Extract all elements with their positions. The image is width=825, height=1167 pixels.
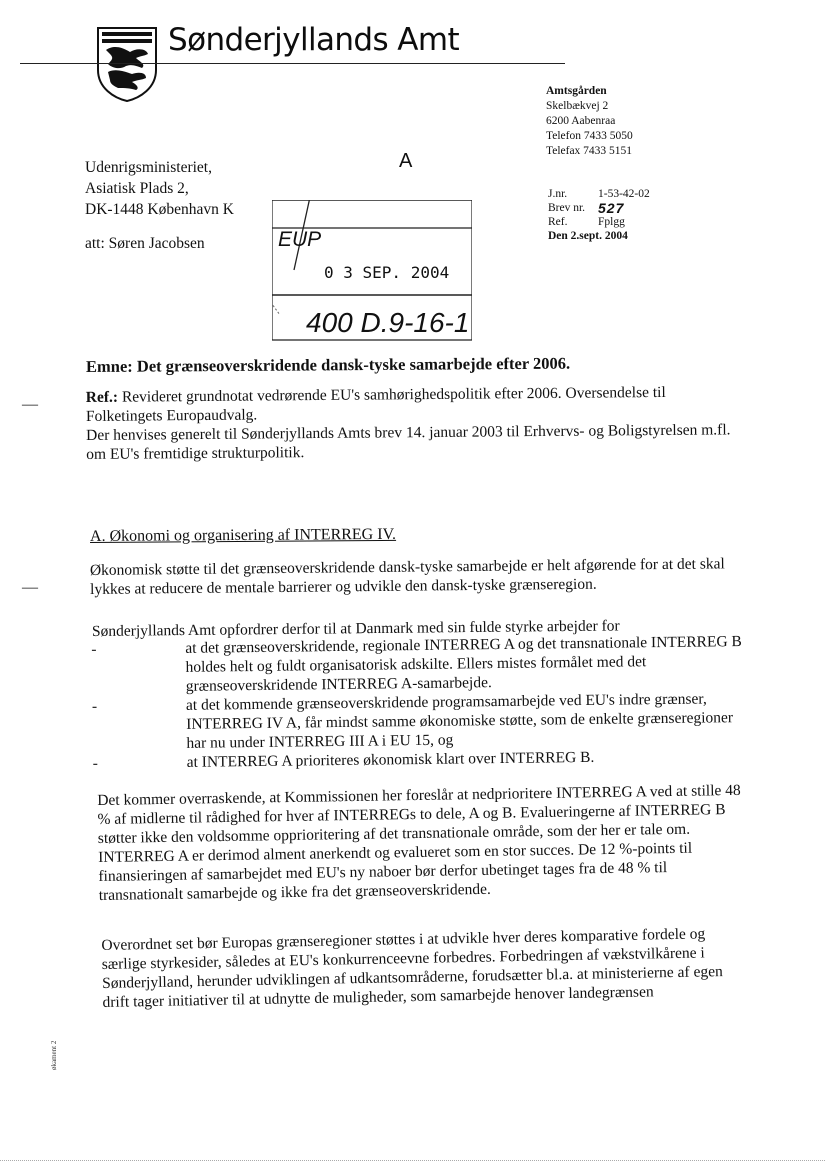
stamp-date: 0 3 SEP. 2004 [324,263,450,282]
sender-phone: Telefon 7433 5050 [546,130,633,142]
recipient-address [85,157,234,220]
jnr-value: 1-53-42-02 [598,188,650,200]
header-divider [20,63,565,64]
received-stamp [272,200,472,345]
sender-address [546,84,633,159]
ref-label: Ref.: [85,388,119,407]
recipient-line: Asiatisk Plads 2, [85,180,189,197]
paragraph: Overordnet set bør Europas grænseregioner støttes i at udvikle hver deres komparative fordele og særlige styrkesider, således at EU's konkurrenceevne forbedres. Forbedringen af vækstvilkårene i Sønderjylland, herunder udviklingen af udkantsområderne, forudsætter bl.a. at ministerierne af egen drift tager initiativer til at udnytte de muligheder, som samarbejde henover landegrænsen [101,925,723,1011]
side-annotation: økament 2 [50,1040,58,1070]
org-name: Sønderjyllands Amt [168,22,460,58]
stamp-letter: A [399,150,413,172]
brev-label: Brev nr. [548,202,586,214]
reference-block [548,187,650,243]
bullet-marker: - [92,754,98,772]
sender-fax: Telefax 7433 5151 [546,145,633,157]
stamp-case-number: 400 D.9-16-1 [306,307,470,338]
brev-value: 527 [598,200,625,216]
list-item-text: at det kommende grænseoverskridende programsamarbejde ved EU's indre grænser, INTERREG IV A, får mindst samme økonomiske støtte, som de enkelte grænseregioner har nu under INTERREG III A i EU 15, og [185,690,734,752]
paragraph: Økonomisk støtte til det grænseoverskridende dansk-tyske samarbejde er helt afgørende for at det skal lykkes at reducere de mentale barrierer og udvikle den dansk-tyske grænseregion. [89,555,725,598]
list-item [91,632,752,697]
sender-city: 6200 Aabenraa [546,115,616,127]
bullet-marker: - [91,697,98,715]
stamp-dept: EUP [278,228,322,251]
ref-value: Fplgg [598,216,625,228]
ref-label: Ref. [548,216,568,228]
sender-name: Amtsgården [546,85,607,97]
page-bottom-edge [0,1160,825,1161]
paragraph: Sønderjyllands Amt opfordrer derfor til at Danmark med sin fulde styrke arbejder for [91,617,620,640]
bullet-list [91,632,753,773]
list-item [92,689,753,754]
ref-text: Revideret grundnotat vedrørende EU's samhørighedspolitik efter 2006. Oversendelse til Folketingets Europaudvalg. [85,383,666,426]
margin-mark: — [22,579,38,596]
ref-text-2: Der henvises generelt til Sønderjyllands Amts brev 14. januar 2003 til Erhvervs- og Boligstyrelsen m.fl. om EU's fremtidige strukturpolitik. [86,421,731,463]
section-heading: A. Økonomi og organisering af INTERREG IV. [89,525,397,545]
list-item-text: at INTERREG A prioriteres økonomisk klart over INTERREG B. [186,748,595,771]
letter-date: Den 2.sept. 2004 [548,230,628,242]
crest-logo [96,26,158,102]
sender-street: Skelbækvej 2 [546,100,609,112]
jnr-label: J.nr. [548,188,568,200]
recipient-line: Udenrigsministeriet, [85,159,212,176]
subject-line: Emne: Det grænseoverskridende dansk-tyske samarbejde efter 2006. [85,353,571,376]
recipient-line: DK-1448 København K [85,201,234,218]
list-item-text: at det grænseoverskridende, regionale INTERREG A og det transnationale INTERREG B holdes helt og fuldt organisatorisk adskilte. Ellers mistes formålet med det grænseoverskridende INTERREG A-samarbejde. [185,633,742,695]
bullet-marker: - [91,640,97,659]
attention-line: att: Søren Jacobsen [85,235,205,252]
ref-paragraph [86,382,747,464]
margin-mark: — [22,396,38,413]
paragraph: Det kommer overraskende, at Kommissionen her foreslår at nedprioritere INTERREG A ved at stille 48 % af midlerne til rådighed for hver af INTERREGs to dele, A og B. Evalueringerne af INTERREG B støtter ikke den voldsomme opprioritering af det transnationale område, som der her er tale om. INTERREG A er derimod alment anerkendt og evalueret som en stor succes. De 12 %-points til finansieringen af samarbejdet med EU's ny naboer bør derfor ubetinget tages fra de 48 % til transnationalt samarbejde og ikke fra det grænseoverskridende. [97,781,741,904]
